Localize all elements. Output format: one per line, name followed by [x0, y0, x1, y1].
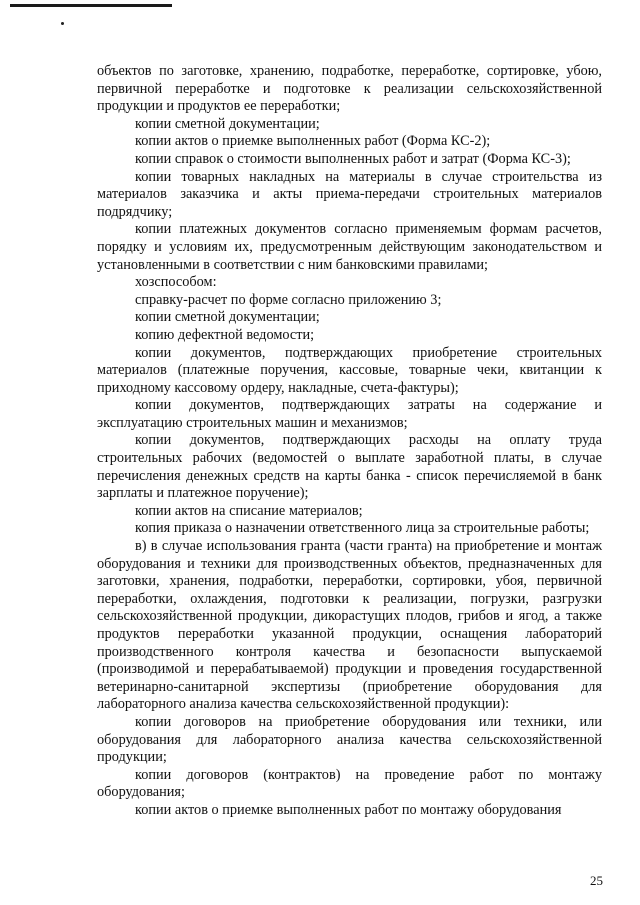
- paragraph: копии документов, подтверждающих затраты на содержание и эксплуатацию строительных машин и механизмов;: [97, 397, 602, 431]
- paragraph: копии документов, подтверждающих приобретение строительных материалов (платежные поручения, кассовые, товарные чеки, квитанции к приходному кассовому ордеру, накладные, счета-фактуры);: [97, 344, 602, 396]
- paragraph: объектов по заготовке, хранению, подработке, переработке, сортировке, убою, первичной переработке и подготовке к реализации сельскохозяйственной продукции и продуктов ее переработки;: [97, 63, 602, 115]
- paragraph: копии документов, подтверждающих расходы на оплату труда строительных рабочих (ведомостей о выплате заработной платы, в случае перечисления денежных средств на карты банка - список перечисляемой в банк зарплаты и платежное поручение);: [97, 432, 602, 502]
- paragraph: копии сметной документации;: [135, 309, 320, 326]
- paragraph: копии актов на списание материалов;: [135, 502, 363, 519]
- paragraph: в) в случае использования гранта (части гранта) на приобретение и монтаж оборудования и техники для производственных объектов, предназначенных для заготовки, хранения, подработки, переработки, сортировки, убоя, первичной переработки, охлаждения, подготовки к реализации, погрузки, разгрузки сельскохозяйственной продукции, дикорастущих плодов, грибов и ягод, а также продуктов переработки указанной продукции, оснащения лабораторий производственного контроля качества и безопасности выпускаемой (производимой и перерабатываемой) продукции и проведения государственной ветеринарно-санитарной экспертизы (приобретение оборудования для лабораторного анализа качества сельскохозяйственной продукции):: [97, 538, 602, 713]
- document-body: [97, 63, 602, 820]
- paragraph: справку-расчет по форме согласно приложению 3;: [135, 291, 442, 308]
- paragraph: копии товарных накладных на материалы в случае строительства из материалов заказчика и акты приема-передачи строительных материалов подрядчику;: [97, 168, 602, 220]
- paragraph: копия приказа о назначении ответственного лица за строительные работы;: [135, 520, 590, 537]
- paragraph: копии сметной документации;: [135, 115, 320, 132]
- scan-mark: [61, 22, 64, 25]
- page-number: 25: [590, 873, 603, 888]
- paragraph: копии договоров (контрактов) на проведение работ по монтажу оборудования;: [97, 766, 602, 801]
- paragraph: копии справок о стоимости выполненных работ и затрат (Форма КС-3);: [135, 150, 571, 167]
- paragraph: копии договоров на приобретение оборудования или техники, или оборудования для лабораторного анализа качества сельскохозяйственной продукции;: [97, 713, 602, 766]
- paragraph: копию дефектной ведомости;: [135, 326, 315, 343]
- paragraph: копии актов о приемке выполненных работ по монтажу оборудования: [135, 801, 562, 818]
- paragraph: копии платежных документов согласно применяемым формам расчетов, порядку и условиям их, предусмотренным действующим законодательством и установленными в соответствии с ним банковскими правилами;: [97, 221, 602, 273]
- top-rule: [10, 4, 172, 7]
- paragraph: копии актов о приемке выполненных работ (Форма КС-2);: [135, 133, 491, 150]
- paragraph: хозспособом:: [135, 274, 217, 291]
